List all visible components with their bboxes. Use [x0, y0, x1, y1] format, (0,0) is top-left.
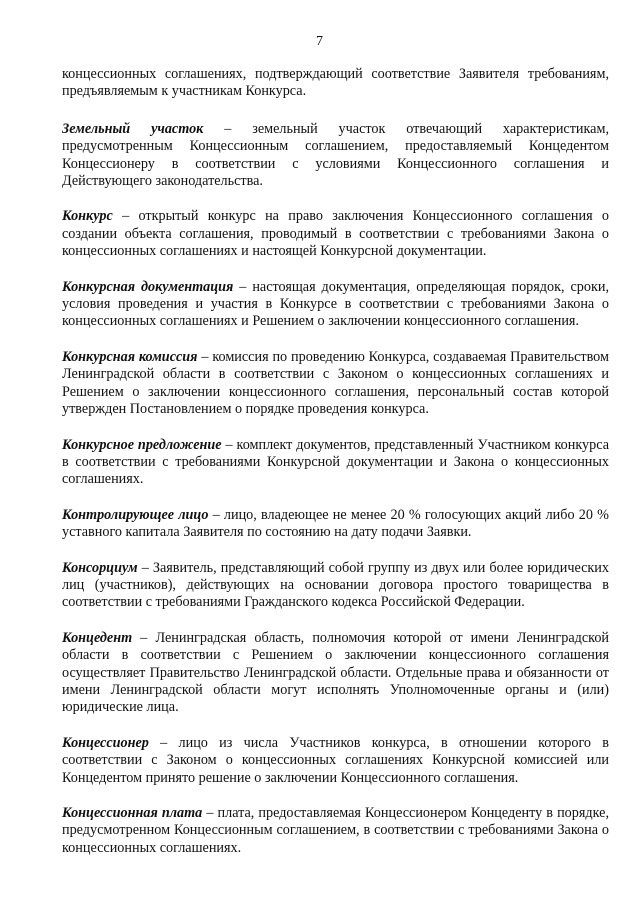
- definition-text: – Заявитель, представляющий собой группу из двух или более юридических лиц (участников), действующих на основании договора простого товарищества в соответствии с требованиями Гражданского кодекса Российской Федерации.: [62, 559, 609, 611]
- definition-konkurs: [62, 208, 609, 260]
- definition-term: Конкурсное предложение: [62, 436, 222, 453]
- definition-term: Земельный участок: [62, 120, 204, 137]
- definition-kontsessionnaya-plata: [62, 805, 609, 857]
- definition-term: Контролирующее лицо: [62, 506, 209, 523]
- definition-text: – открытый конкурс на право заключения Концессионного соглашения о создании объекта соглашения, проводимый в соответствии с требованиями Закона о концессионных соглашениях и настоящей Конкурсной документации.: [62, 208, 609, 260]
- definition-term: Концедент: [62, 629, 133, 646]
- definition-kontroliruyushchee-litso: [62, 507, 609, 542]
- definition-term: Конкурс: [62, 208, 113, 225]
- definition-text: – комплект документов, представленный Участником конкурса в соответствии с требованиями Конкурсной документации и Закона о концессионных соглашениях.: [62, 436, 609, 488]
- definition-term: Концессионер: [62, 734, 149, 751]
- definition-konkursnaya-dokumentatsiya: [62, 279, 609, 331]
- definition-zemelny-uchastok: [62, 121, 609, 191]
- definition-konsortsium: [62, 560, 609, 612]
- definition-konkursnaya-komissiya: [62, 349, 609, 419]
- definition-text: – земельный участок отвечающий характеристикам, предусмотренным Концессионным соглашением, предоставляемый Концедентом Концессионеру в соответствии с условиями Концессионного соглашения и Действующего законодательства.: [62, 120, 610, 190]
- definition-kontsessioner: [62, 735, 609, 787]
- paragraph-continuation: [62, 66, 609, 101]
- definition-text: – плата, предоставляемая Концессионером Концеденту в порядке, предусмотренном Концессионным соглашением, в соответствии с требованиями Закона о концессионных соглашениях.: [62, 805, 609, 856]
- definition-konkursnoe-predlozhenie: [62, 437, 609, 489]
- document-body: [62, 66, 609, 875]
- definition-text: – настоящая документация, определяющая порядок, сроки, условия проведения и участия в Конкурсе в соответствии с требованиями Закона о концессионных соглашениях и Решением о заключении концессионного соглашения.: [62, 278, 609, 330]
- definition-term: Концессионная плата: [62, 805, 203, 821]
- page-number: 7: [316, 34, 323, 49]
- definition-term: Консорциум: [62, 559, 138, 576]
- definition-term: Конкурсная документация: [62, 278, 234, 295]
- definition-kontsedent: [62, 630, 609, 717]
- definition-text: – Ленинградская область, полномочия которой от имени Ленинградской области в соответствии с Решением о заключении концессионного соглашения осуществляет Правительство Ленинградской области. Отдельные права и обязанности от имени Ленинградской области могут исполнять Уполномоченные органы и (или) юридические лица.: [62, 629, 609, 716]
- paragraph-text: концессионных соглашениях, подтверждающий соответствие Заявителя требованиям, предъявляемым к участникам Конкурса.: [62, 66, 609, 100]
- definition-text: – лицо, владеющее не менее 20 % голосующих акций либо 20 % уставного капитала Заявителя по состоянию на дату подачи Заявки.: [62, 506, 609, 541]
- definition-term: Конкурсная комиссия: [62, 348, 198, 365]
- definition-text: – комиссия по проведению Конкурса, создаваемая Правительством Ленинградской области в соответствии с Законом о концессионных соглашениях и Решением о заключении концессионного соглашения, персональный состав которой утвержден Постановлением о порядке проведения конкурса.: [62, 348, 609, 418]
- definition-text: – лицо из числа Участников конкурса, в отношении которого в соответствии с Законом о концессионных соглашениях Конкурсной комиссией или Концедентом принято решение о заключении Концессионного соглашения.: [62, 734, 609, 786]
